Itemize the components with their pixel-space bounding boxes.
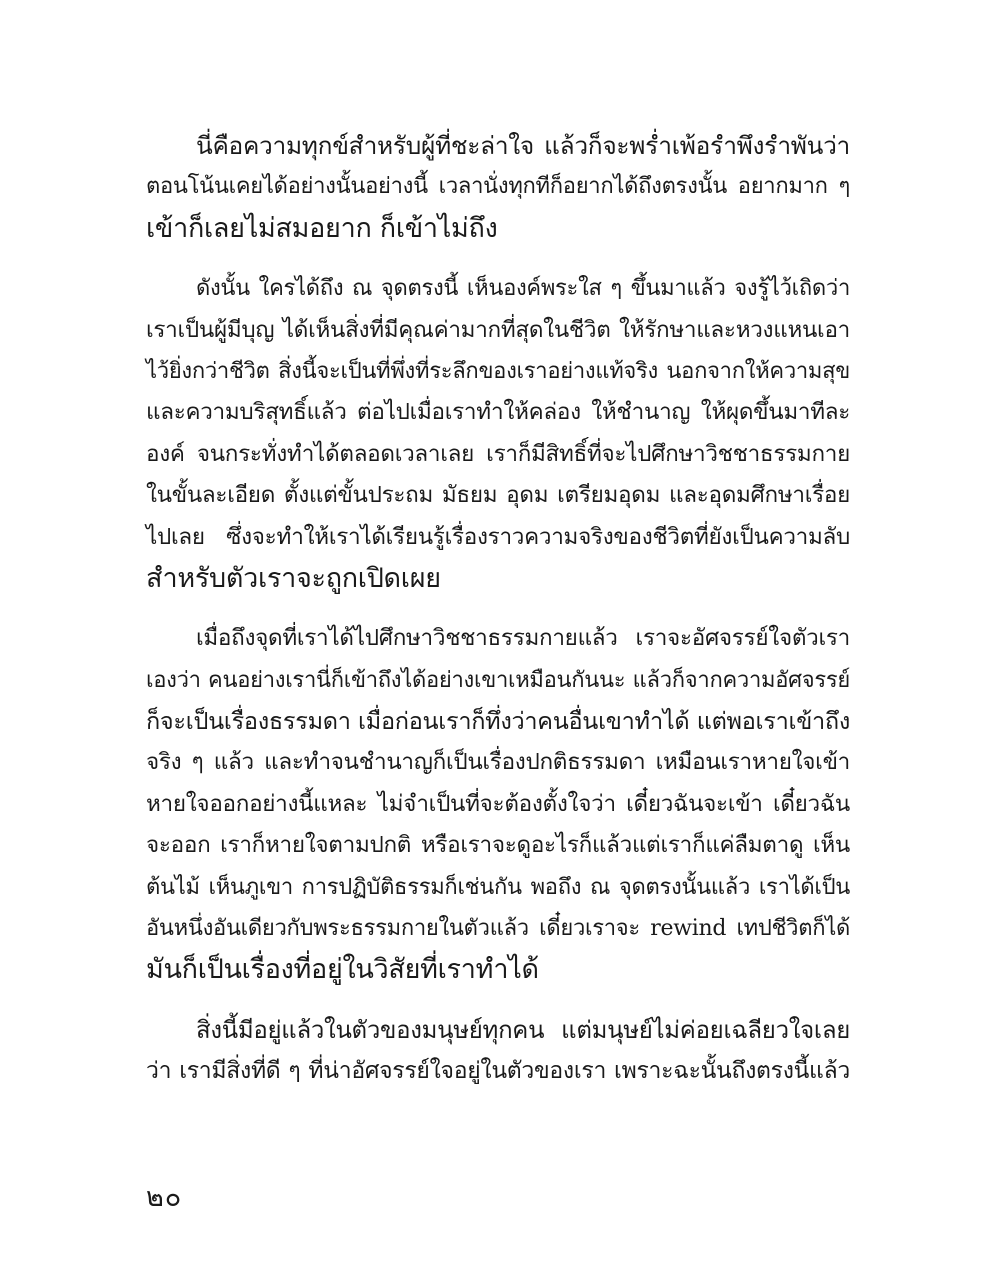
text-line: ไว้ยิ่งกว่าชีวิต สิ่งนี้จะเป็นที่พึ่งที่ระลึกของเราอย่างแท้จริง นอกจากให้ความสุข (146, 358, 850, 384)
text-line: เองว่า คนอย่างเรานี่ก็เข้าถึงได้อย่างเขาเหมือนกันนะ แล้วก็จากความอัศจรรย์ (146, 667, 850, 693)
text-line: จริง ๆ แล้ว และทำจนชำนาญก็เป็นเรื่องปกติธรรมดา เหมือนเราหายใจเข้า (146, 749, 850, 776)
text-line: องค์ จนกระทั่งทำได้ตลอดเวลาเลย เราก็มีสิทธิ์ที่จะไปศึกษาวิชชาธรรมกาย (146, 440, 850, 467)
paragraph-spacer (146, 599, 850, 618)
page-number: ๒๐ (146, 1182, 183, 1213)
text-line: มันก็เป็นเรื่องที่อยู่ในวิสัยที่เราทำได้ (146, 954, 539, 986)
paragraph-spacer (146, 249, 850, 268)
page-body (146, 125, 850, 1093)
text-line: ตอนโน้นเคยได้อย่างนั้นอย่างนี้ เวลานั่งทุกทีก็อยากได้ถึงตรงนั้น อยากมาก ๆ (146, 174, 850, 200)
paragraph-4 (146, 1010, 850, 1093)
text-line: นี่คือความทุกข์สำหรับผู้ที่ชะล่าใจ แล้วก็จะพร่ำเพ้อรำพึงรำพันว่า (196, 131, 850, 160)
text-line: เราเป็นผู้มีบุญ ได้เห็นสิ่งที่มีคุณค่ามากที่สุดในชีวิต ให้รักษาและหวงแหนเอา (146, 316, 850, 343)
text-line: ว่า เรามีสิ่งที่ดี ๆ ที่น่าอัศจรรย์ใจอยู่ในตัวของเรา เพราะฉะนั้นถึงตรงนี้แล้ว (146, 1058, 850, 1085)
text-line: ต้นไม้ เห็นภูเขา การปฏิบัติธรรมก็เช่นกัน พอถึง ณ จุดตรงนั้นแล้ว เราได้เป็น (146, 874, 850, 900)
text-line: เมื่อถึงจุดที่เราได้ไปศึกษาวิชชาธรรมกายแล้ว เราจะอัศจรรย์ใจตัวเรา (196, 625, 850, 652)
text-line: ในขั้นละเอียด ตั้งแต่ขั้นประถม มัธยม อุดม เตรียมอุดม และอุดมศึกษาเรื่อย (146, 482, 850, 509)
text-line: ไปเลย ซึ่งจะทำให้เราได้เรียนรู้เรื่องราวความจริงของชีวิตที่ยังเป็นความลับ (146, 523, 850, 550)
text-line: สิ่งนี้มีอยู่แล้วในตัวของมนุษย์ทุกคน แต่มนุษย์ไม่ค่อยเฉลียวใจเลย (196, 1015, 850, 1044)
text-line: หายใจออกอย่างนี้แหละ ไม่จำเป็นที่จะต้องตั้งใจว่า เดี๋ยวฉันจะเข้า เดี๋ยวฉัน (146, 790, 850, 817)
text-line: ดังนั้น ใครได้ถึง ณ จุดตรงนี้ เห็นองค์พระใส ๆ ขึ้นมาแล้ว จงรู้ไว้เถิดว่า (196, 276, 850, 302)
text-line: อันหนึ่งอันเดียวกับพระธรรมกายในตัวแล้ว เดี๋ยวเราจะ rewind เทปชีวิตก็ได้ (146, 916, 850, 942)
text-line: ก็จะเป็นเรื่องธรรมดา เมื่อก่อนเราก็ทึ่งว่าคนอื่นเขาทำได้ แต่พอเราเข้าถึง (146, 707, 850, 736)
paragraph-3 (146, 618, 850, 991)
text-line: สำหรับตัวเราจะถูกเปิดเผย (146, 562, 441, 594)
paragraph-spacer (146, 991, 850, 1010)
text-line: เข้าก็เลยไม่สมอยาก ก็เข้าไม่ถึง (146, 212, 498, 244)
text-line: และความบริสุทธิ์แล้ว ต่อไปเมื่อเราทำให้คล่อง ให้ชำนาญ ให้ผุดขึ้นมาทีละ (146, 399, 850, 426)
paragraph-2 (146, 268, 850, 599)
text-line: จะออก เราก็หายใจตามปกติ หรือเราจะดูอะไรก็แล้วแต่เราก็แค่ลืมตาดู เห็น (146, 832, 850, 859)
paragraph-1 (146, 125, 850, 249)
